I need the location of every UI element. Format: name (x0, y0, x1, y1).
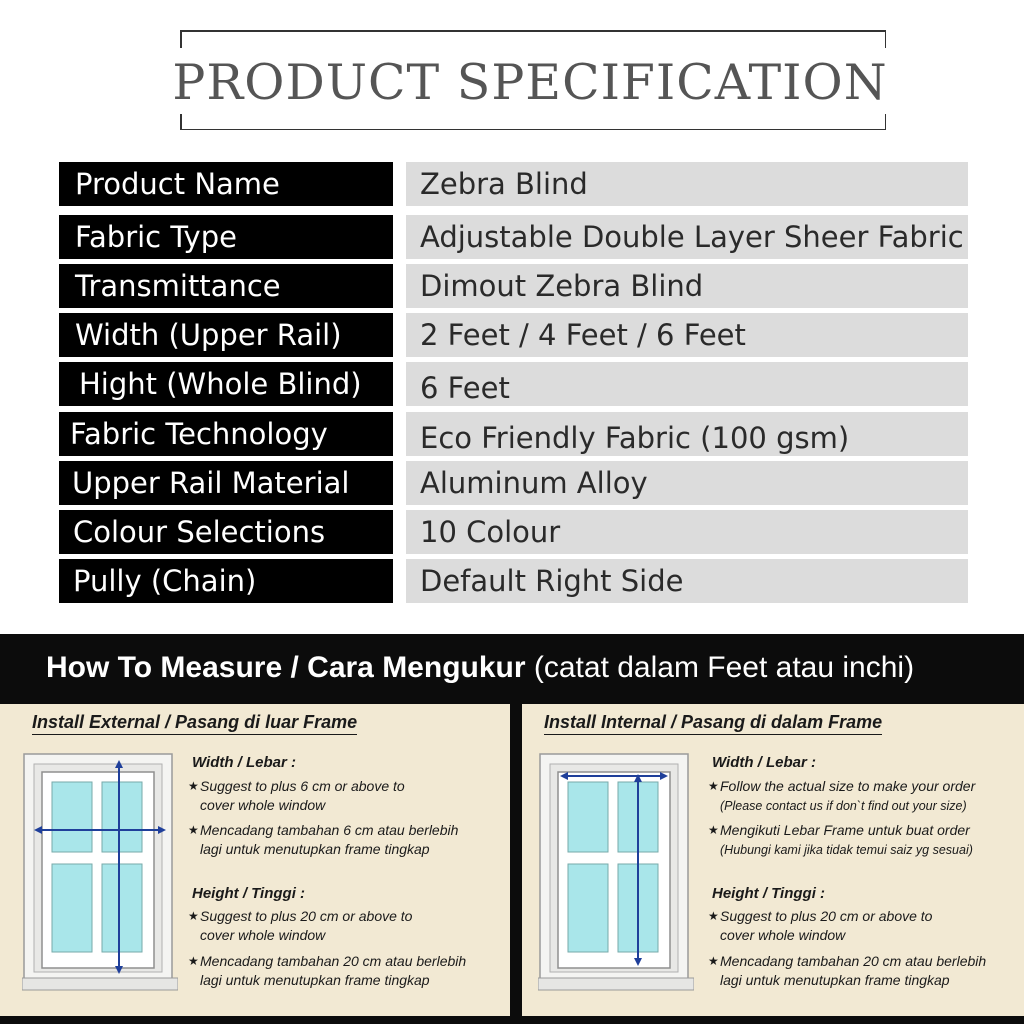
internal-height-bullet-1: ★ Suggest to plus 20 cm or above to cover whole window (708, 908, 933, 943)
internal-height-bullet-2: ★ Mencadang tambahan 20 cm atau berlebih lagi untuk menutupkan frame tingkap (708, 953, 987, 988)
spec-row (0, 362, 1024, 406)
spec-value: 6 Feet (406, 362, 968, 406)
spec-label: Product Name (59, 162, 393, 206)
internal-width-title: Width / Lebar : (712, 754, 817, 771)
spec-value: Adjustable Double Layer Sheer Fabric (406, 215, 968, 259)
spec-value: 2 Feet / 4 Feet / 6 Feet (406, 313, 968, 357)
spec-value: Aluminum Alloy (406, 461, 968, 505)
spec-label: Pully (Chain) (59, 559, 393, 603)
measure-section (0, 634, 1024, 1024)
external-width-bullet-2: ★ Mencadang tambahan 6 cm atau berlebih lagi untuk menutupkan frame tingkap (188, 822, 459, 857)
install-external-heading: Install External / Pasang di luar Frame (32, 710, 357, 735)
measure-title-main: How To Measure / Cara Mengukur (46, 651, 526, 684)
install-external-panel (0, 704, 510, 1016)
spec-label: Fabric Technology (59, 412, 393, 456)
spec-label: Colour Selections (59, 510, 393, 554)
external-height-bullet-2: ★ Mencadang tambahan 20 cm atau berlebih lagi untuk menutupkan frame tingkap (188, 953, 467, 988)
external-width-title: Width / Lebar : (192, 754, 297, 771)
internal-height-title: Height / Tinggi : (712, 885, 826, 902)
internal-width-bullet-2: ★ Mengikuti Lebar Frame untuk buat order (Hubungi kami jika tidak temui saiz yg sesuai) (708, 822, 973, 857)
spec-value: Zebra Blind (406, 162, 968, 206)
measure-title (46, 648, 914, 688)
spec-row (0, 313, 1024, 357)
window-external-illustration (22, 752, 178, 992)
spec-label: Fabric Type (59, 215, 393, 259)
spec-value: Eco Friendly Fabric (100 gsm) (406, 412, 968, 456)
page-title: PRODUCT SPECIFICATION (150, 52, 910, 114)
spec-row (0, 215, 1024, 259)
install-internal-heading: Install Internal / Pasang di dalam Frame (544, 710, 882, 735)
external-height-title: Height / Tinggi : (192, 885, 306, 902)
external-height-bullet-1: ★ Suggest to plus 20 cm or above to cover whole window (188, 908, 413, 943)
measure-title-sub: (catat dalam Feet atau inchi) (533, 651, 915, 684)
spec-label: Upper Rail Material (59, 461, 393, 505)
spec-label: Hight (Whole Blind) (59, 362, 393, 406)
spec-row (0, 559, 1024, 603)
spec-row (0, 510, 1024, 554)
spec-row (0, 412, 1024, 456)
spec-label: Transmittance (59, 264, 393, 308)
window-internal-illustration (538, 752, 694, 992)
spec-value: Dimout Zebra Blind (406, 264, 968, 308)
spec-value: 10 Colour (406, 510, 968, 554)
spec-value: Default Right Side (406, 559, 968, 603)
spec-label: Width (Upper Rail) (59, 313, 393, 357)
spec-row (0, 461, 1024, 505)
internal-width-bullet-1: ★ Follow the actual size to make your order (Please contact us if don`t find out your size) (708, 778, 976, 813)
install-internal-panel (522, 704, 1024, 1016)
spec-row (0, 162, 1024, 206)
external-width-bullet-1: ★ Suggest to plus 6 cm or above to cover whole window (188, 778, 405, 813)
spec-row (0, 264, 1024, 308)
